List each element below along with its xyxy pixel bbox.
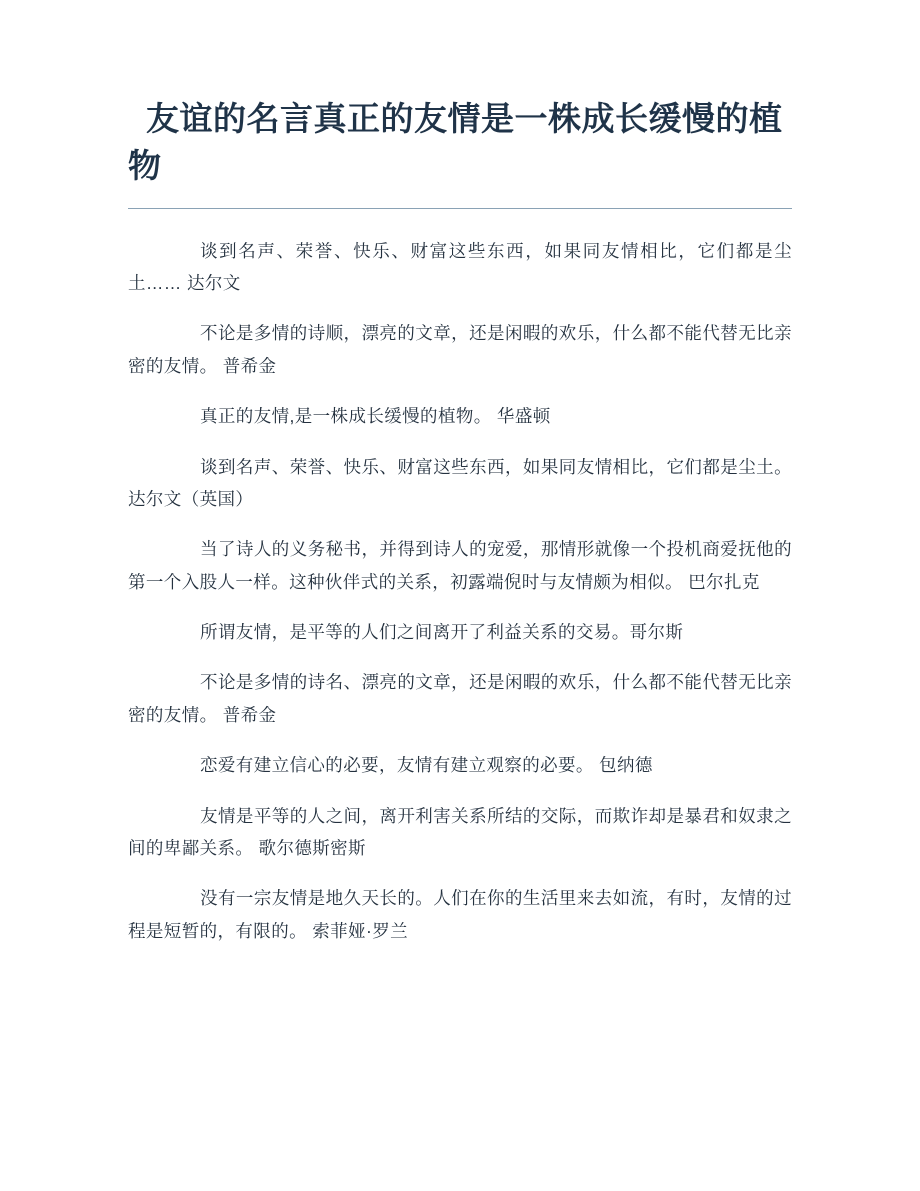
paragraph: 不论是多情的诗顺，漂亮的文章，还是闲暇的欢乐，什么都不能代替无比亲密的友情。 普希金: [128, 323, 792, 376]
page-title: 友谊的名言真正的友情是一株成长缓慢的植物: [128, 100, 783, 184]
paragraph: 谈到名声、荣誉、快乐、财富这些东西，如果同友情相比，它们都是尘土。 达尔文（英国）: [128, 456, 792, 509]
paragraph: 不论是多情的诗名、漂亮的文章，还是闲暇的欢乐，什么都不能代替无比亲密的友情。 普希金: [128, 672, 792, 725]
paragraph: 当了诗人的义务秘书，并得到诗人的宠爱，那情形就像一个投机商爱抚他的第一个入股人一样。这种伙伴式的关系，初露端倪时与友情颇为相似。 巴尔扎克: [128, 539, 792, 592]
paragraph: 谈到名声、荣誉、快乐、财富这些东西，如果同友情相比，它们都是尘土…… 达尔文: [128, 240, 792, 294]
paragraph: 所谓友情，是平等的人们之间离开了利益关系的交易。哥尔斯: [200, 622, 684, 643]
paragraph: 没有一宗友情是地久天长的。人们在你的生活里来去如流，有时，友情的过程是短暂的，有限的。 索菲娅·罗兰: [128, 888, 792, 941]
paragraph: 真正的友情,是一株成长缓慢的植物。 华盛顿: [200, 406, 551, 427]
paragraph: 恋爱有建立信心的必要，友情有建立观察的必要。 包纳德: [200, 755, 653, 776]
document-body: [128, 235, 792, 947]
title-divider: [128, 208, 792, 209]
paragraph: 友情是平等的人之间，离开利害关系所结的交际，而欺诈却是暴君和奴隶之间的卑鄙关系。 歌尔德斯密斯: [128, 805, 792, 858]
